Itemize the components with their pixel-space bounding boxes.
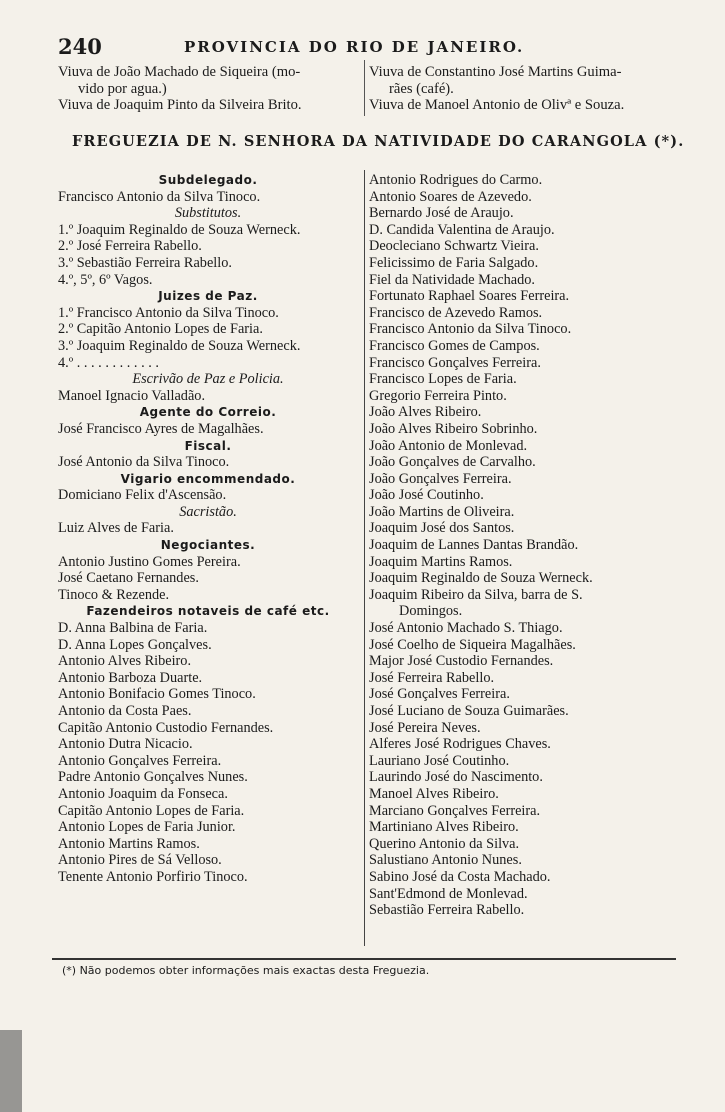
list-item: 2.º José Ferreira Rabello. [58,238,202,255]
list-item: José Francisco Ayres de Magalhães. [58,420,264,437]
list-item: José Luciano de Souza Guimarães. [369,703,569,719]
list-item: Antonio Joaquim da Fonseca. [58,785,228,802]
list-item: Padre Antonio Gonçalves Nunes. [58,769,248,786]
list-item: Francisco Gomes de Campos. [369,337,540,354]
continuation-line: vido por agua.) [78,80,167,97]
column-divider-top [364,60,365,116]
binding-edge [0,1030,22,1112]
section-heading: Juizes de Paz. [158,289,258,304]
list-item: Joaquim de Lannes Dantas Brandão. [369,537,579,554]
continuation-line: Viuva de Joaquim Pinto da Silveira Brito. [58,97,302,113]
list-item-continuation: Domingos. [399,603,463,620]
list-item: 1.º Francisco Antonio da Silva Tinoco. [58,304,279,321]
list-item: Luiz Alves de Faria. [58,520,174,537]
section-heading: Negociantes. [160,538,256,553]
list-item: Bernardo José de Araujo. [369,205,514,222]
list-item: Antonio Dutra Nicacio. [58,736,193,753]
list-item: Antonio Bonifacio Gomes Tinoco. [58,686,256,703]
list-item: João Alves Ribeiro. [369,404,482,421]
list-item: João Gonçalves de Carvalho. [369,454,536,471]
list-item: Sant'Edmond de Monlevad. [369,885,528,902]
role-heading: Substitutos. [174,205,242,222]
section-heading: Agente do Correio. [139,405,277,420]
list-item: Felicissimo de Faria Salgado. [369,254,539,271]
section-heading: Vigario encommendado. [120,471,296,486]
list-item: José Coelho de Siqueira Magalhães. [369,636,576,653]
section-title: FREGUEZIA DE N. SENHORA DA NATIVIDADE DO CARANGOLA (*). [72,133,685,150]
page-header [58,34,688,58]
list-item: João Martins de Oliveira. [369,503,515,520]
list-item: Antonio Lopes de Faria Junior. [58,819,236,836]
footnote: (*) Não podemos obter informações mais exactas desta Freguezia. [62,964,430,977]
list-item: D. Anna Lopes Gonçalves. [58,636,212,653]
list-item: Antonio da Costa Paes. [58,703,192,719]
list-item: Sebastião Ferreira Rabello. [369,902,525,919]
list-item: Antonio Martins Ramos. [58,835,200,852]
list-item: D. Candida Valentina de Araujo. [369,221,555,238]
list-item: Francisco de Azevedo Ramos. [369,304,543,321]
continuation-left [58,64,363,114]
page-number: 240 [58,34,102,59]
continuation-right [369,64,689,114]
list-item: 1.º Joaquim Reginaldo de Souza Werneck. [58,221,301,238]
list-item: Capitão Antonio Custodio Fernandes. [58,719,274,736]
list-item: Antonio Justino Gomes Pereira. [58,553,241,570]
list-item: 3.º Sebastião Ferreira Rabello. [58,254,232,271]
footnote-rule [52,958,676,960]
section-heading: Fazendeiros notaveis de café etc. [86,604,330,619]
list-item: Major José Custodio Fernandes. [369,653,554,670]
list-item: Joaquim Reginaldo de Souza Werneck. [369,570,593,587]
list-item: José Antonio da Silva Tinoco. [58,454,230,471]
list-item: Querino Antonio da Silva. [369,835,520,852]
list-item: Antonio Rodrigues do Carmo. [369,172,543,188]
list-item: Alferes José Rodrigues Chaves. [369,736,551,753]
list-item: Manoel Ignacio Valladão. [58,387,206,404]
continuation-line: Viuva de João Machado de Siqueira (mo- [58,64,301,80]
list-item: João Gonçalves Ferreira. [369,470,512,487]
list-item: Salustiano Antonio Nunes. [369,852,522,869]
list-item: Francisco Antonio da Silva Tinoco. [369,321,572,338]
role-heading: Escrivão de Paz e Policia. [132,371,284,388]
list-item: Domiciano Felix d'Ascensão. [58,487,227,504]
list-item: Antonio Alves Ribeiro. [58,653,192,670]
list-item: 4.º, 5º, 6º Vagos. [58,271,153,288]
list-item: José Gonçalves Ferreira. [369,686,510,703]
list-item: 4.º . . . . . . . . . . . . [58,354,159,371]
list-item: Francisco Lopes de Faria. [369,371,517,388]
list-item: Fortunato Raphael Soares Ferreira. [369,288,570,305]
list-item: Tinoco & Rezende. [58,586,170,603]
list-item: Francisco Antonio da Silva Tinoco. [58,188,261,205]
list-item: João Antonio de Monlevad. [369,437,528,454]
list-item: Joaquim José dos Santos. [369,520,515,537]
continuation-line: Viuva de Constantino José Martins Guima- [369,64,622,80]
left-column [58,172,358,886]
list-item: José Caetano Fernandes. [58,570,199,587]
list-item: Laurindo José do Nascimento. [369,769,543,786]
list-item: Gregorio Ferreira Pinto. [369,387,507,404]
list-item: Marciano Gonçalves Ferreira. [369,802,541,819]
list-item: Joaquim Ribeiro da Silva, barra de S. [369,586,583,603]
right-column [369,172,689,919]
list-item: Antonio Gonçalves Ferreira. [58,752,222,769]
list-item: Manoel Alves Ribeiro. [369,785,499,802]
list-item: Antonio Barboza Duarte. [58,669,203,686]
list-item: 2.º Capitão Antonio Lopes de Faria. [58,321,263,338]
list-item: Francisco Gonçalves Ferreira. [369,354,541,371]
list-item: Antonio Soares de Azevedo. [369,188,532,205]
list-item: Joaquim Martins Ramos. [369,553,513,570]
section-heading: Fiscal. [184,438,232,453]
running-title: PROVINCIA DO RIO DE JANEIRO. [184,38,525,56]
list-item: Sabino José da Costa Machado. [369,868,551,885]
list-item: Tenente Antonio Porfirio Tinoco. [58,868,248,885]
list-item: José Ferreira Rabello. [369,669,495,686]
list-item: José Pereira Neves. [369,719,481,736]
list-item: José Antonio Machado S. Thiago. [369,620,563,637]
list-item: Martiniano Alves Ribeiro. [369,819,519,836]
role-heading: Sacristão. [179,503,237,520]
column-divider [364,170,365,946]
list-item: Deocleciano Schwartz Vieira. [369,238,539,255]
list-item: João Alves Ribeiro Sobrinho. [369,420,538,437]
list-item: Antonio Pires de Sá Velloso. [58,852,222,869]
list-item: 3.º Joaquim Reginaldo de Souza Werneck. [58,337,301,354]
list-item: Capitão Antonio Lopes de Faria. [58,802,245,819]
list-item: Lauriano José Coutinho. [369,752,510,769]
list-item: João José Coutinho. [369,487,484,504]
list-item: D. Anna Balbina de Faria. [58,620,208,637]
continuation-line: rães (café). [389,80,454,97]
section-heading: Subdelegado. [158,173,258,187]
continuation-line: Viuva de Manoel Antonio de Olivª e Souza. [369,97,625,113]
list-item: Fiel da Natividade Machado. [369,271,535,288]
